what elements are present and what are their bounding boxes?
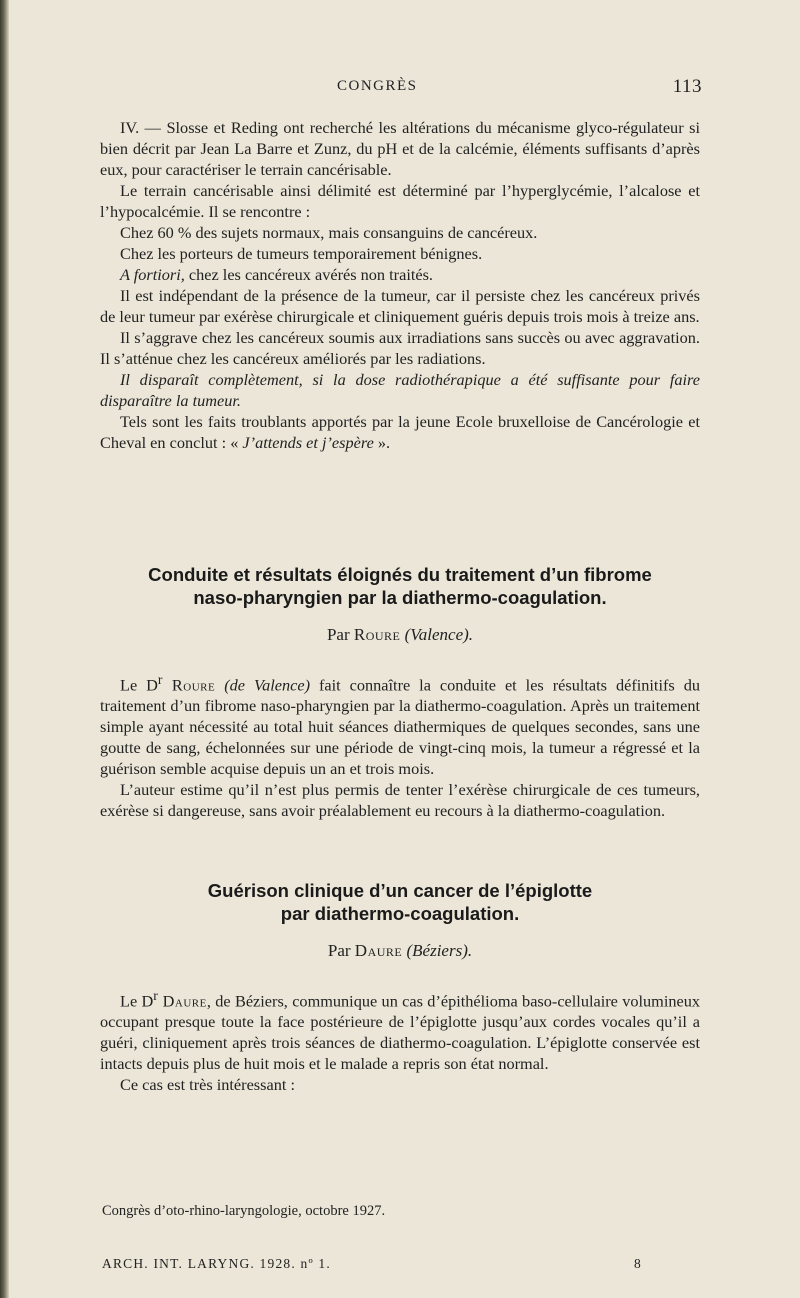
footnote: Congrès d’oto-rhino-laryngologie, octobre 1927. xyxy=(102,1203,386,1219)
italic-text: Il disparaît complètement, si la dose radiothérapique a été suffisante pour faire disparaître la tumeur. xyxy=(100,370,700,410)
section-title-daure xyxy=(100,879,700,925)
author-name: Daure xyxy=(354,941,403,960)
byline-daure xyxy=(100,941,700,961)
section-slosse-reding xyxy=(100,117,700,453)
author-name: Daure xyxy=(157,991,207,1011)
italic-quote: J’attends et j’espère xyxy=(242,433,374,452)
paragraph xyxy=(100,985,700,1074)
paragraph xyxy=(100,669,700,779)
paragraph xyxy=(100,369,700,411)
section-roure-body xyxy=(100,669,700,821)
page-number: 113 xyxy=(672,76,702,97)
journal-reference: ARCH. INT. LARYNG. 1928. nº 1. xyxy=(102,1256,331,1271)
byline-prefix: Par xyxy=(326,625,354,644)
running-head-title: CONGRÈS xyxy=(337,78,418,94)
paragraph: Chez 60 % des sujets normaux, mais consanguins de cancéreux. xyxy=(120,223,538,242)
author-place: (Béziers). xyxy=(406,941,473,960)
paragraph-text: Tels sont les faits troublants apportés par la jeune Ecole bruxelloise de Cancérologie et Cheval en conclut : « xyxy=(100,412,700,452)
paragraph-text: chez les cancéreux avérés non traités. xyxy=(184,265,433,284)
paragraph xyxy=(100,264,700,285)
paragraph: IV. — Slosse et Reding ont recherché les altérations du mécanisme glyco-régulateur si bien décrit par Jean La Barre et Zunz, du pH et de la calcémie, éléments suffisants d’après eux, pour caractériser le terrain cancérisable. xyxy=(100,118,700,179)
author-name: Roure xyxy=(353,625,401,644)
section-title-line: Conduite et résultats éloignés du traitement d’un fibrome xyxy=(148,564,652,585)
author-place: (Valence). xyxy=(404,625,474,644)
signature-mark: 8 xyxy=(634,1256,642,1271)
italic-text: A fortiori, xyxy=(120,265,185,284)
paragraph-text: ». xyxy=(373,433,391,452)
paragraph: Il s’aggrave chez les cancéreux soumis aux irradiations sans succès ou avec aggravation. Il s’atténue chez les cancéreux améliorés par les radiations. xyxy=(100,328,700,368)
paragraph-text: Le D xyxy=(120,675,158,695)
byline-roure xyxy=(100,625,700,645)
page-edge-shadow xyxy=(0,0,9,1298)
section-title-line: naso-pharyngien par la diathermo-coagulation. xyxy=(193,587,607,608)
paragraph: Chez les porteurs de tumeurs temporairement bénignes. xyxy=(120,244,483,263)
section-daure-body xyxy=(100,985,700,1095)
section-title-line: par diathermo-coagulation. xyxy=(280,903,520,924)
paragraph-text: fait connaître la conduite et les résultats définitifs du traitement d’un fibrome naso-pharyngien par la diathermo-coagulation. Après un traitement simple ayant nécessité au total huit séances diathermiques de quelques secondes, sans une goutte de sang, échelonnées sur une période de vingt-cinq mois, la tumeur a régressé et la guérison semble acquise depuis un an et trois mois. xyxy=(100,675,700,779)
byline-prefix: Par xyxy=(327,941,355,960)
superscript: r xyxy=(157,672,163,687)
superscript: r xyxy=(153,988,158,1003)
author-name: Roure xyxy=(162,675,216,695)
paragraph: Il est indépendant de la présence de la tumeur, car il persiste chez les cancéreux privés de leur tumeur par exérèse chirurgicale et cliniquement guéris depuis trois mois à treize ans. xyxy=(100,286,700,326)
paragraph: L’auteur estime qu’il n’est plus permis de tenter l’exérèse chirurgicale de ces tumeurs, exérèse si dangereuse, sans avoir préalablement eu recours à la diathermo-coagulation. xyxy=(100,780,700,821)
paragraph: Le terrain cancérisable ainsi délimité est déterminé par l’hyperglycémie, l’alcalose et l’hypocalcémie. Il se rencontre : xyxy=(100,181,700,221)
paragraph xyxy=(100,411,700,453)
author-place: (de Valence) xyxy=(215,675,310,695)
section-title-line: Guérison clinique d’un cancer de l’épiglotte xyxy=(207,880,593,901)
paragraph-text: Le D xyxy=(120,991,154,1011)
section-title-roure xyxy=(100,563,700,609)
paragraph: Ce cas est très intéressant : xyxy=(120,1075,295,1095)
page-footer xyxy=(102,1256,642,1272)
paragraph-text: , de Béziers, communique un cas d’épithélioma baso-cellulaire volumineux occupant presque toute la face postérieure de l’épiglotte jusqu’aux cordes vocales qu’il a guéri, cliniquement après trois séances de diathermo-coagulation. L’épiglotte conservée est intacts depuis plus de huit mois et le malade a repris son état normal. xyxy=(100,991,701,1074)
